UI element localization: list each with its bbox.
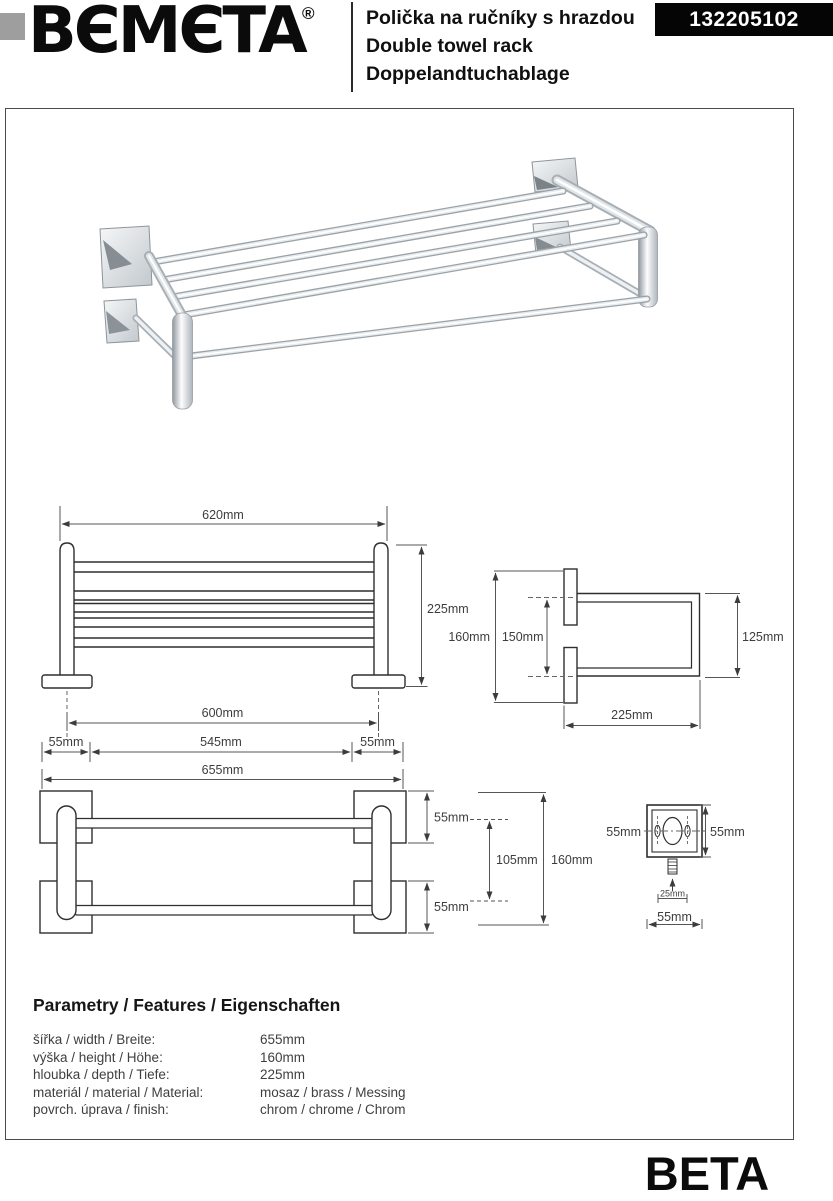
- param-value-finish: chrom / chrome / Chrom: [260, 1102, 406, 1117]
- param-value-height: 160mm: [260, 1049, 306, 1065]
- header-divider: [351, 2, 353, 92]
- screw-icon: [668, 859, 677, 874]
- plate-detail-drawing: [606, 805, 744, 929]
- param-value-material: mosaz / brass / Messing: [260, 1084, 406, 1100]
- towel-bar: [191, 299, 647, 356]
- dimension-label: 160mm: [448, 630, 490, 644]
- param-value-width: 655mm: [260, 1032, 306, 1047]
- side-view-drawing: [448, 569, 783, 729]
- dimension-label: 105mm: [496, 853, 538, 867]
- dimension-label: 55mm: [606, 825, 641, 839]
- dimension-label: 545mm: [200, 735, 242, 749]
- product-title-de: Doppelandtuchablage: [366, 63, 570, 85]
- dimension-label: 55mm: [657, 910, 692, 924]
- dimension-label: 225mm: [611, 708, 653, 722]
- param-label-height: výška / height / Höhe:: [33, 1049, 163, 1065]
- dimension-label: 225mm: [427, 602, 469, 616]
- table-row: [33, 1084, 493, 1102]
- product-title-en: Double towel rack: [366, 35, 533, 57]
- registered-trademark-symbol: ®: [302, 4, 315, 23]
- dimension-label: 655mm: [201, 763, 244, 777]
- dimension-label: 55mm: [434, 810, 469, 825]
- series-logo: BETA: [644, 1147, 770, 1200]
- dimension-label: 150mm: [501, 630, 544, 644]
- dimension-label: 55mm: [710, 825, 745, 839]
- product-photo: [100, 158, 658, 409]
- brand-logo: BЄMЄTA: [28, 0, 305, 68]
- dimension-label: 55mm: [48, 735, 84, 749]
- param-value-depth: 225mm: [260, 1067, 306, 1082]
- param-label-finish: povrch. úprava / finish:: [33, 1102, 169, 1117]
- technical-drawing-canvas: [5, 108, 792, 1138]
- parameters-table: [33, 1031, 493, 1119]
- dimension-label: 620mm: [202, 508, 244, 522]
- product-titles: [366, 4, 651, 88]
- dimension-label: 55mm: [360, 735, 395, 749]
- dimension-label: 25mm: [659, 888, 686, 899]
- param-label-width: šířka / width / Breite:: [33, 1032, 156, 1047]
- product-code-badge: 132205102: [655, 3, 833, 36]
- brand-gray-square: [0, 13, 25, 40]
- product-title-cs: Polička na ručníky s hrazdou: [366, 7, 635, 29]
- parameters-title: Parametry / Features / Eigenschaften: [33, 995, 341, 1015]
- param-label-depth: hloubka / depth / Tiefe:: [33, 1067, 170, 1082]
- table-row: [33, 1049, 493, 1067]
- dimension-label: 125mm: [742, 630, 784, 644]
- table-row: [33, 1101, 493, 1119]
- table-row: [33, 1066, 493, 1084]
- param-label-material: materiál / material / Material:: [33, 1084, 204, 1100]
- front-view-drawing: [42, 506, 469, 789]
- dimension-label: 55mm: [434, 900, 469, 914]
- plan-view-drawing: [40, 791, 593, 933]
- dimension-label: 160mm: [551, 853, 593, 867]
- table-row: [33, 1031, 493, 1049]
- dimension-label: 600mm: [201, 706, 244, 720]
